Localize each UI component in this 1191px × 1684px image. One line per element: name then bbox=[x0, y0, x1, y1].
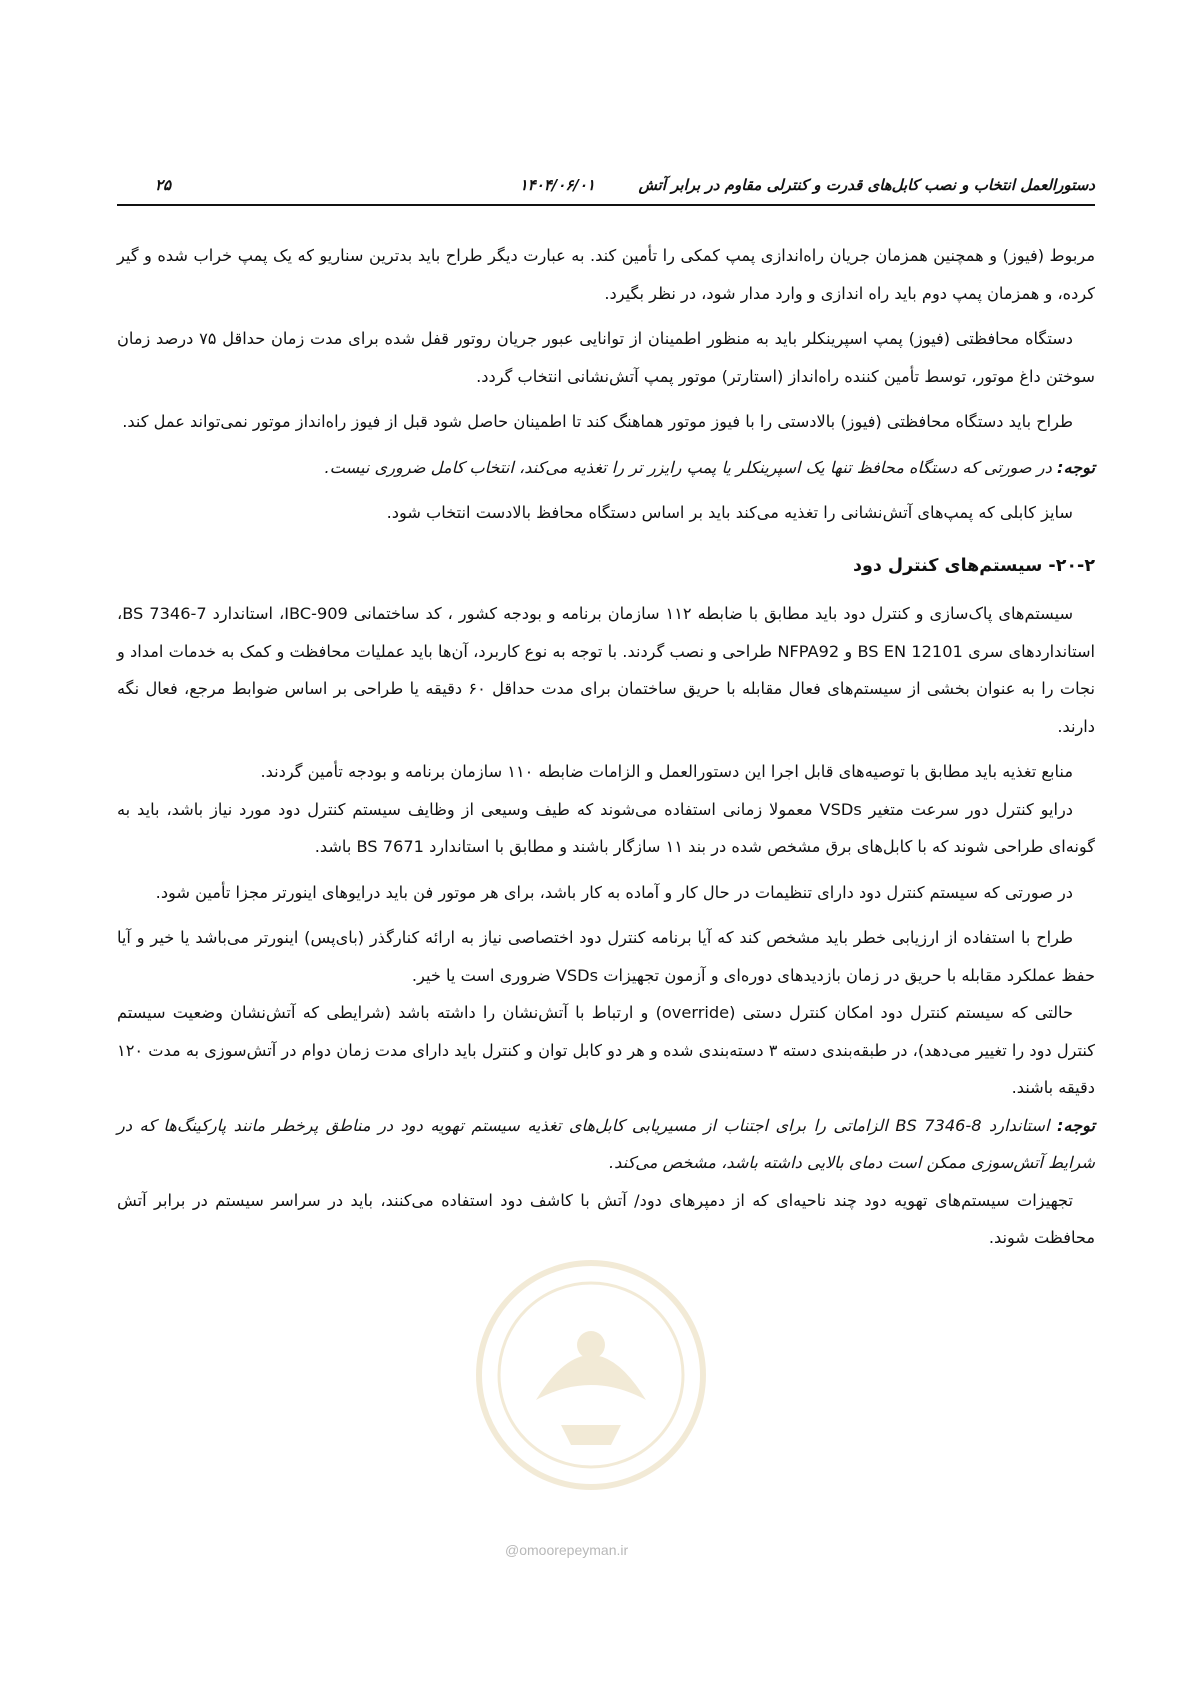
paragraph: تجهیزات سیستم‌های تهویه دود چند ناحیه‌ای که از دمپرهای دود/ آتش با کاشف دود استفاده می‌کنند، باید در سراسر سیستم در برابر آتش محافظت شوند. bbox=[117, 1190, 1095, 1247]
paragraph: دستگاه محافظتی (فیوز) پمپ اسپرینکلر باید به منظور اطمینان از توانایی عبور جریان روتور قفل شده برای مدت زمان حداقل ۷۵ درصد زمان سوختن داغ موتور، توسط تأمین کننده راه‌انداز (استارتر) موتور پمپ آتش‌نشانی انتخاب گردد. bbox=[117, 329, 1095, 386]
header-date: ۱۴۰۴/۰۶/۰۱ bbox=[519, 176, 595, 194]
paragraph: منابع تغذیه باید مطابق با توصیه‌های قابل اجرا این دستورالعمل و الزامات ضابطه ۱۱۰ سازمان برنامه و بودجه تأمین گردند. bbox=[260, 762, 1073, 781]
note-label: توجه: bbox=[1056, 1115, 1095, 1135]
paragraph: سایز کابلی که پمپ‌های آتش‌نشانی را تغذیه می‌کند باید بر اساس دستگاه محافظ بالادست انتخاب شود. bbox=[386, 503, 1073, 522]
note-label: توجه: bbox=[1056, 457, 1095, 477]
watermark-text: @omoorepeyman.ir bbox=[505, 1542, 629, 1558]
header-title: دستورالعمل انتخاب و نصب کابل‌های قدرت و کنترلی مقاوم در برابر آتش bbox=[638, 176, 1095, 194]
note bbox=[117, 449, 1095, 487]
note-text: در صورتی که دستگاه محافظ تنها یک اسپرینکلر یا پمپ رایزر تر را تغذیه می‌کند، انتخاب کامل ضروری نیست. bbox=[324, 457, 1057, 477]
paragraph: طراح با استفاده از ارزیابی خطر باید مشخص کند که آیا برنامه کنترل دود اختصاصی نیاز به ارائه کنارگذر (بای‌پس) اینورتر می‌باشد یا خیر و آیا حفظ عملکرد مقابله با حریق در زمان بازدیدهای دوره‌ای و آزمون تجهیزات VSDs ضروری است یا خیر. bbox=[117, 928, 1095, 985]
paragraph: طراح باید دستگاه محافظتی (فیوز) بالادستی را با فیوز موتور هماهنگ کند تا اطمینان حاصل شود قبل از فیوز راه‌انداز موتور نمی‌تواند عمل کند. bbox=[122, 412, 1073, 431]
paragraph: مربوط (فیوز) و همچنین همزمان جریان راه‌اندازی پمپ کمکی را تأمین کند. به عبارت دیگر طراح باید بدترین سناریو که یک پمپ خراب شده و گیر کرده، و همزمان پمپ دوم باید راه اندازی و وارد مدار شود، در نظر بگیرد. bbox=[117, 246, 1095, 303]
main-content bbox=[117, 237, 1095, 1257]
section-heading: ۲۰-۲- سیستم‌های کنترل دود bbox=[853, 555, 1095, 576]
paragraph: حالتی که سیستم کنترل دود امکان کنترل دستی (override) و ارتباط با آتش‌نشان را داشته باشد (شرایطی که آتش‌نشان وضعیت سیستم کنترل دود را تغییر می‌دهد)، در طبقه‌بندی دسته ۳ دسته‌بندی شده و هر دو کابل توان و کنترل باید دارای مدت زمان دوام در آتش‌سوزی به مدت ۱۲۰ دقیقه باشند. bbox=[117, 1003, 1095, 1097]
note-text: استاندارد BS 7346-8 الزاماتی را برای اجتناب از مسیریابی کابل‌های تغذیه سیستم تهویه دود در مناطق پرخطر مانند پارکینگ‌ها که در شرایط آتش‌سوزی ممکن است دمای بالایی داشته باشد، مشخص می‌کند. bbox=[117, 1115, 1095, 1172]
page-number: ۲۵ bbox=[155, 176, 172, 194]
note bbox=[117, 1107, 1095, 1182]
paragraph: سیستم‌های پاک‌سازی و کنترل دود باید مطابق با ضابطه ۱۱۲ سازمان برنامه و بودجه کشور ، کد ساختمانی IBC-909، استاندارد BS 7346-7، استانداردهای سری BS EN 12101 و NFPA92 طراحی و نصب گردند. با توجه به نوع کاربرد، آن‌ها باید عملیات محافظت و کمک به خدمات امداد و نجات را به عنوان بخشی از سیستم‌های فعال مقابله با حریق ساختمان برای مدت حداقل ۶۰ دقیقه یا طراحی بر اساس ضوابط مرجع، فعال نگه دارند. bbox=[117, 604, 1096, 736]
paragraph: درایو کنترل دور سرعت متغیر VSDs معمولا زمانی استفاده می‌شوند که طیف وسیعی از وظایف سیستم کنترل دود مورد نیاز باشد، باید به گونه‌ای طراحی شوند که با کابل‌های برق مشخص شده در بند ۱۱ سازگار باشند و مطابق با استاندارد BS 7671 باشد. bbox=[117, 799, 1095, 856]
page-header bbox=[117, 170, 1095, 206]
watermark-seal-icon bbox=[466, 1250, 716, 1500]
paragraph: در صورتی که سیستم کنترل دود دارای تنظیمات در حال کار و آماده به کار باشد، برای هر موتور فن باید درایوهای اینورتر مجزا تأمین شود. bbox=[155, 882, 1073, 902]
